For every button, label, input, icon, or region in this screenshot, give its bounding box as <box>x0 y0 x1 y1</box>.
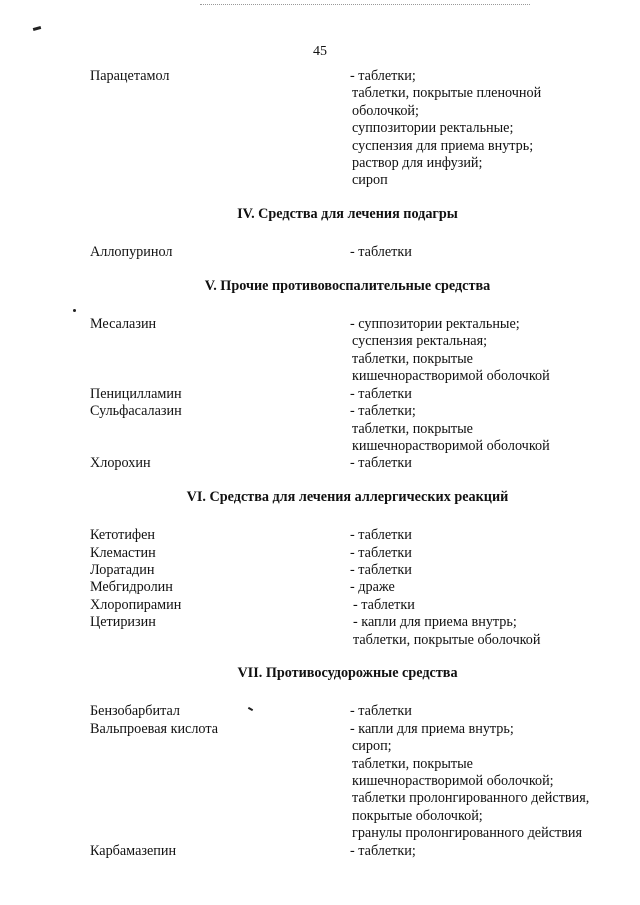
form-line: гранулы пролонгированного действия <box>352 825 583 842</box>
drug-name: Аллопуринол <box>90 244 173 261</box>
list-item <box>90 614 620 649</box>
drug-name: Пеницилламин <box>90 385 182 402</box>
form-line: - таблетки; <box>350 68 416 84</box>
form-line: кишечнорастворимой оболочкой <box>352 437 550 454</box>
form-line: таблетки, покрытые пленочной <box>352 85 542 102</box>
drug-name: Лоратадин <box>90 561 155 578</box>
list-item <box>90 703 620 720</box>
drug-forms <box>350 403 620 455</box>
scan-mark-left <box>73 309 76 312</box>
drug-forms <box>350 614 620 649</box>
drug-name: Хлорохин <box>90 455 151 472</box>
section-title-v: V. Прочие противовоспалительные средства <box>204 277 491 294</box>
list-item <box>90 597 620 614</box>
form-line: суппозитории ректальные; <box>352 120 514 137</box>
form-line: - таблетки <box>350 703 412 720</box>
drug-name: Сульфасалазин <box>90 403 182 420</box>
form-line: - таблетки <box>350 544 412 561</box>
section-title-vii: VII. Противосудорожные средства <box>237 664 458 681</box>
form-line: таблетки, покрытые <box>352 755 473 772</box>
drug-forms <box>350 721 620 843</box>
drug-forms <box>350 597 620 614</box>
drug-forms <box>350 386 620 403</box>
list-item <box>90 403 620 455</box>
form-line: оболочкой; <box>352 102 419 119</box>
drug-forms <box>350 562 620 579</box>
list-item <box>90 721 620 843</box>
drug-forms <box>350 244 620 261</box>
section-title-vi: VI. Средства для лечения аллергических реакций <box>186 488 509 505</box>
form-line: покрытые оболочкой; <box>352 807 483 824</box>
form-line: суспензия для приема внутрь; <box>352 137 534 154</box>
form-line: - таблетки <box>350 455 412 472</box>
drug-name: Кетотифен <box>90 527 156 544</box>
list-item <box>90 316 620 386</box>
drug-forms <box>350 703 620 720</box>
form-line: - таблетки <box>350 244 412 261</box>
form-line: - таблетки; <box>350 403 416 420</box>
drug-forms <box>350 455 620 472</box>
drug-forms <box>350 579 620 596</box>
form-line: - таблетки <box>350 527 412 544</box>
list-item <box>90 68 620 190</box>
drug-name: Цетиризин <box>90 614 156 631</box>
form-line: - капли для приема внутрь; <box>353 614 517 631</box>
drug-name: Вальпроевая кислота <box>90 720 219 737</box>
form-line: - суппозитории ректальные; <box>350 316 520 333</box>
drug-name: Мебгидролин <box>90 579 173 596</box>
drug-name: Месалазин <box>90 316 157 333</box>
section-title-iv: IV. Средства для лечения подагры <box>237 205 458 222</box>
drug-list <box>90 68 620 860</box>
form-line: сироп; <box>352 738 392 755</box>
drug-name: Клемастин <box>90 544 156 561</box>
drug-forms <box>350 316 620 386</box>
drug-name: Хлоропирамин <box>90 596 182 613</box>
drug-forms <box>350 545 620 562</box>
form-line: - таблетки <box>350 561 412 578</box>
drug-name: Карбамазепин <box>90 842 177 859</box>
drug-forms <box>350 843 620 860</box>
list-item <box>90 527 620 544</box>
form-line: раствор для инфузий; <box>352 155 483 172</box>
drug-name: Парацетамол <box>90 68 170 84</box>
list-item <box>90 455 620 472</box>
form-line: - таблетки; <box>350 842 416 859</box>
form-line: кишечнорастворимой оболочкой; <box>352 773 554 789</box>
drug-forms <box>350 527 620 544</box>
scan-mark-top-left <box>33 26 42 31</box>
form-line: - таблетки <box>350 385 412 402</box>
form-line: - капли для приема внутрь; <box>350 720 514 737</box>
form-line: - драже <box>350 579 395 596</box>
form-line: - таблетки <box>353 596 415 613</box>
form-line: таблетки, покрытые <box>352 420 473 437</box>
form-line: суспензия ректальная; <box>352 333 488 350</box>
form-line: кишечнорастворимой оболочкой <box>352 368 550 385</box>
page-number: 45 <box>313 44 327 59</box>
list-item <box>90 545 620 562</box>
list-item <box>90 244 620 261</box>
form-line: таблетки, покрытые оболочкой <box>353 631 541 648</box>
form-line: сироп <box>352 172 388 189</box>
list-item <box>90 579 620 596</box>
list-item <box>90 843 620 860</box>
drug-forms <box>350 68 620 190</box>
scan-top-edge <box>200 4 530 6</box>
form-line: таблетки пролонгированного действия, <box>352 790 590 807</box>
list-item <box>90 386 620 403</box>
drug-name: Бензобарбитал <box>90 703 180 720</box>
form-line: таблетки, покрытые <box>352 350 473 367</box>
list-item <box>90 562 620 579</box>
